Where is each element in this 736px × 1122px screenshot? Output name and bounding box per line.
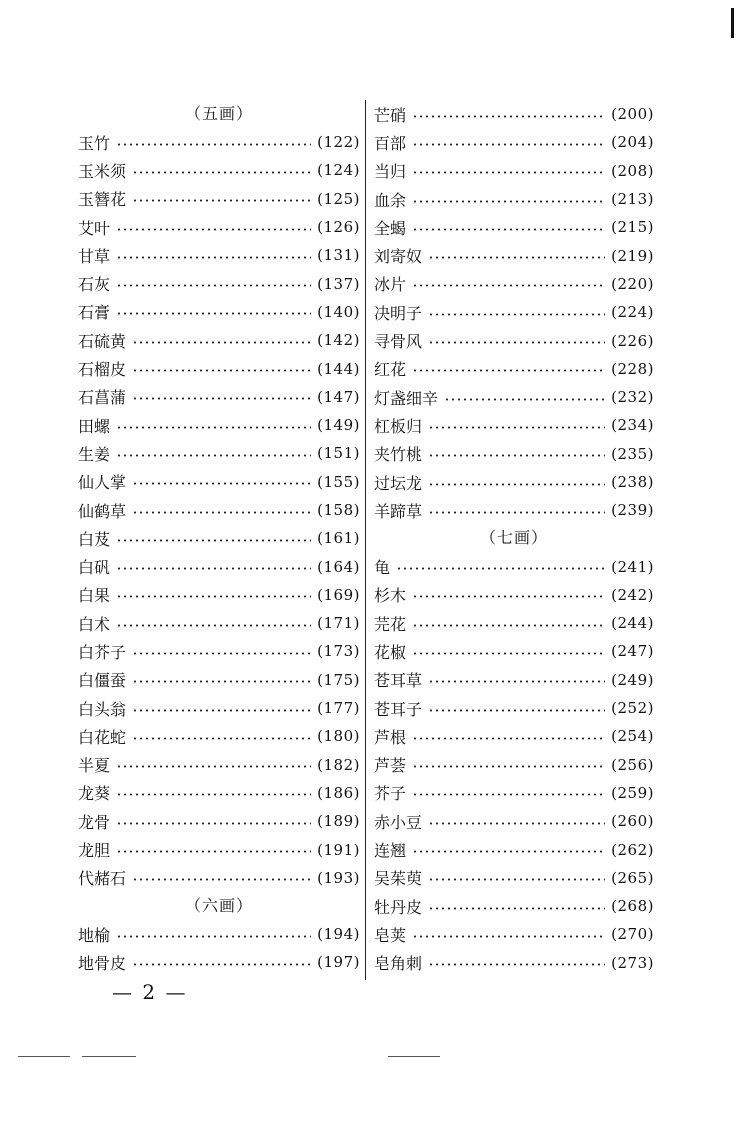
entry-page-number: (273): [611, 953, 654, 972]
entry-page-number: (182): [317, 755, 360, 774]
toc-entry: [374, 864, 654, 892]
entry-name: 芦根: [374, 727, 407, 747]
toc-entry: [374, 100, 654, 128]
dot-leader: [412, 765, 605, 768]
dot-leader: [116, 822, 311, 825]
dot-leader: [116, 850, 311, 853]
entry-page-number: (171): [317, 614, 360, 633]
entry-page-number: (149): [317, 416, 360, 435]
page-number: — 2 —: [112, 980, 188, 1004]
toc-entry: [78, 156, 360, 184]
entry-name: 杠板归: [374, 416, 423, 436]
entry-name: 生姜: [78, 444, 111, 464]
toc-entry: [374, 326, 654, 354]
section-heading: （六画）: [184, 896, 253, 916]
entry-page-number: (219): [611, 246, 654, 265]
scan-artifact-line: [388, 1056, 440, 1057]
entry-name: 龟: [374, 558, 391, 578]
toc-entry: [374, 892, 654, 920]
toc-entry: [78, 213, 360, 241]
section-heading: （七画）: [479, 528, 548, 548]
toc-entry: [78, 637, 360, 665]
entry-page-number: (265): [611, 868, 654, 887]
entry-page-number: (122): [317, 133, 360, 152]
entry-page-number: (180): [317, 727, 360, 746]
toc-entry: [78, 864, 360, 892]
dot-leader: [412, 595, 605, 598]
toc-entry: [374, 722, 654, 750]
toc-entry: [78, 552, 360, 580]
entry-name: 芦荟: [374, 756, 407, 776]
dot-leader: [116, 624, 311, 627]
entry-page-number: (242): [611, 585, 654, 604]
dot-leader: [116, 935, 311, 938]
toc-entry: [374, 637, 654, 665]
entry-name: 夹竹桃: [374, 445, 423, 465]
dot-leader: [132, 341, 311, 344]
entry-page-number: (268): [611, 897, 654, 916]
dot-leader: [412, 737, 605, 740]
entry-name: 刘寄奴: [374, 247, 423, 267]
dot-leader: [412, 200, 605, 203]
dot-leader: [412, 850, 605, 853]
dot-leader: [428, 822, 605, 825]
toc-entry: [78, 269, 360, 297]
entry-page-number: (262): [611, 840, 654, 859]
dot-leader: [412, 171, 605, 174]
toc-entry: [374, 920, 654, 948]
column-divider: [365, 100, 366, 980]
toc-entry: [374, 185, 654, 213]
toc-entry: [374, 468, 654, 496]
entry-page-number: (224): [611, 303, 654, 322]
dot-leader: [412, 624, 605, 627]
dot-leader: [132, 199, 311, 202]
toc-entry: [78, 807, 360, 835]
entry-page-number: (247): [611, 642, 654, 661]
entry-name: 灯盏细辛: [374, 388, 439, 408]
dot-leader: [412, 935, 605, 938]
entry-page-number: (144): [317, 359, 360, 378]
toc-entry: [78, 779, 360, 807]
entry-name: 白芨: [78, 529, 111, 549]
toc-entry: [374, 411, 654, 439]
scan-mark: [731, 8, 734, 38]
dot-leader: [132, 963, 311, 966]
scan-artifact-line: [18, 1056, 70, 1057]
entry-page-number: (125): [317, 189, 360, 208]
dot-leader: [428, 454, 605, 457]
toc-entry: [374, 157, 654, 185]
entry-name: 地骨皮: [78, 953, 127, 973]
toc-entry: [78, 920, 360, 948]
entry-name: 石榴皮: [78, 360, 127, 380]
entry-name: 白矾: [78, 558, 111, 578]
entry-name: 冰片: [374, 275, 407, 295]
entry-page-number: (204): [611, 133, 654, 152]
dot-leader: [132, 652, 311, 655]
entry-page-number: (232): [611, 388, 654, 407]
entry-page-number: (238): [611, 473, 654, 491]
toc-entry: [78, 439, 360, 467]
dot-leader: [412, 652, 605, 655]
entry-page-number: (186): [317, 783, 360, 802]
entry-page-number: (249): [611, 670, 654, 689]
dot-leader: [412, 143, 605, 146]
dot-leader: [132, 397, 311, 400]
entry-name: 寻骨风: [374, 332, 423, 352]
toc-entry: [374, 807, 654, 835]
dot-leader: [132, 369, 311, 372]
dot-leader: [444, 398, 605, 401]
toc-entry: [78, 354, 360, 382]
entry-name: 白头翁: [78, 699, 127, 719]
toc-entry: [78, 722, 360, 750]
toc-entry: [78, 326, 360, 354]
toc-entry: [374, 609, 654, 637]
entry-page-number: (241): [611, 557, 654, 576]
dot-leader: [412, 228, 605, 231]
toc-entry: [78, 666, 360, 694]
entry-name: 半夏: [78, 756, 111, 776]
entry-page-number: (194): [317, 925, 360, 944]
dot-leader: [428, 907, 605, 910]
entry-page-number: (256): [611, 755, 654, 774]
entry-name: 皂角刺: [374, 954, 423, 974]
toc-entry: [374, 835, 654, 863]
entry-name: 血余: [374, 190, 407, 210]
entry-name: 牡丹皮: [374, 897, 423, 917]
toc-entry: [374, 355, 654, 383]
entry-name: 仙鹤草: [78, 501, 127, 521]
entry-page-number: (155): [317, 472, 360, 491]
entry-name: 玉米须: [78, 161, 127, 181]
toc-entry: [78, 694, 360, 722]
toc-entry: [374, 751, 654, 779]
dot-leader: [132, 680, 311, 683]
entry-name: 白芥子: [78, 642, 127, 662]
entry-page-number: (169): [317, 585, 360, 604]
entry-page-number: (173): [317, 642, 360, 661]
entry-page-number: (142): [317, 331, 360, 350]
entry-name: 艾叶: [78, 218, 111, 238]
entry-name: 石菖蒲: [78, 388, 127, 408]
toc-entry: [78, 468, 360, 496]
dot-leader: [116, 426, 311, 429]
entry-page-number: (151): [317, 444, 360, 463]
dot-leader: [428, 680, 605, 683]
toc-entry: [374, 496, 654, 524]
entry-page-number: (244): [611, 614, 654, 633]
entry-name: 石膏: [78, 303, 111, 323]
scan-artifact-line: [82, 1056, 136, 1057]
dot-leader: [428, 313, 605, 316]
toc-entry: [78, 298, 360, 326]
entry-name: 连翘: [374, 841, 407, 861]
toc-entry: [78, 835, 360, 863]
entry-name: 玉竹: [78, 133, 111, 153]
entry-page-number: (252): [611, 699, 654, 718]
dot-leader: [132, 511, 311, 514]
entry-page-number: (197): [317, 953, 360, 972]
dot-leader: [116, 312, 311, 315]
entry-page-number: (234): [611, 416, 654, 435]
dot-leader: [428, 709, 605, 712]
toc-entry: [374, 213, 654, 241]
dot-leader: [132, 171, 311, 174]
dot-leader: [132, 709, 311, 712]
entry-name: 红花: [374, 360, 407, 380]
dot-leader: [116, 793, 311, 796]
entry-name: 石灰: [78, 275, 111, 295]
dot-leader: [116, 454, 311, 457]
toc-entry: [374, 779, 654, 807]
dot-leader: [428, 256, 605, 259]
entry-name: 芥子: [374, 784, 407, 804]
entry-page-number: (260): [611, 812, 654, 831]
entry-name: 龙胆: [78, 841, 111, 861]
entry-name: 甘草: [78, 246, 111, 266]
toc-entry: [78, 524, 360, 552]
toc-entry: [374, 298, 654, 326]
dot-leader: [428, 483, 605, 486]
entry-page-number: (189): [317, 812, 360, 831]
dot-leader: [396, 567, 605, 570]
entry-name: 白僵蚕: [78, 671, 127, 691]
entry-name: 皂荚: [374, 925, 407, 945]
toc-entry: [374, 949, 654, 977]
toc-entry: [374, 128, 654, 156]
dot-leader: [116, 567, 311, 570]
entry-page-number: (191): [317, 840, 360, 859]
entry-page-number: (175): [317, 670, 360, 689]
dot-leader: [116, 143, 311, 146]
entry-page-number: (239): [611, 501, 654, 520]
entry-name: 赤小豆: [374, 812, 423, 832]
dot-leader: [116, 765, 311, 768]
entry-name: 地榆: [78, 925, 111, 945]
entry-page-number: (220): [611, 274, 654, 293]
toc-entry: [78, 581, 360, 609]
entry-page-number: (137): [317, 274, 360, 293]
entry-page-number: (147): [317, 387, 360, 406]
toc-entry: [374, 241, 654, 269]
entry-page-number: (208): [611, 161, 654, 180]
entry-name: 杉木: [374, 586, 407, 606]
dot-leader: [116, 539, 311, 542]
dot-leader: [412, 115, 605, 118]
entry-name: 田螺: [78, 416, 111, 436]
dot-leader: [428, 963, 605, 966]
entry-page-number: (161): [317, 529, 360, 548]
entry-page-number: (226): [611, 331, 654, 350]
dot-leader: [116, 284, 311, 287]
dot-leader: [428, 426, 605, 429]
entry-page-number: (131): [317, 246, 360, 265]
entry-page-number: (158): [317, 501, 360, 519]
toc-entry: [374, 440, 654, 468]
entry-name: 白术: [78, 614, 111, 634]
entry-name: 石硫黄: [78, 331, 127, 351]
dot-leader: [428, 341, 605, 344]
entry-name: 龙葵: [78, 784, 111, 804]
entry-name: 仙人掌: [78, 473, 127, 493]
entry-name: 苍耳草: [374, 671, 423, 691]
entry-page-number: (126): [317, 218, 360, 237]
entry-name: 龙骨: [78, 812, 111, 832]
entry-page-number: (164): [317, 557, 360, 576]
entry-name: 芒硝: [374, 105, 407, 125]
section-heading: （五画）: [184, 104, 253, 123]
toc-entry: [78, 948, 360, 976]
toc-entry: [78, 411, 360, 439]
entry-page-number: (254): [611, 727, 654, 746]
entry-page-number: (124): [317, 161, 360, 180]
entry-name: 决明子: [374, 303, 423, 323]
toc-entry: [78, 496, 360, 524]
dot-leader: [116, 256, 311, 259]
entry-name: 过坛龙: [374, 473, 423, 493]
toc-entry: [374, 552, 654, 580]
toc-left-column: [78, 100, 360, 977]
entry-name: 羊蹄草: [374, 501, 423, 521]
dot-leader: [116, 595, 311, 598]
entry-name: 吴茱萸: [374, 869, 423, 889]
entry-page-number: (235): [611, 444, 654, 463]
toc-entry: [78, 128, 360, 156]
entry-name: 苍耳子: [374, 699, 423, 719]
entry-name: 玉簪花: [78, 190, 127, 210]
toc-right-column: [374, 100, 654, 977]
entry-page-number: (193): [317, 868, 360, 887]
toc-entry: [374, 666, 654, 694]
toc-entry: [374, 383, 654, 411]
entry-page-number: (140): [317, 302, 360, 321]
dot-leader: [132, 482, 311, 485]
entry-name: 百部: [374, 133, 407, 153]
dot-leader: [132, 737, 311, 740]
toc-entry: [374, 270, 654, 298]
dot-leader: [412, 284, 605, 287]
dot-leader: [428, 511, 605, 514]
toc-entry: [78, 241, 360, 269]
entry-page-number: (270): [611, 925, 654, 944]
entry-name: 花椒: [374, 642, 407, 662]
entry-name: 全蝎: [374, 218, 407, 238]
dot-leader: [132, 878, 311, 881]
entry-page-number: (213): [611, 190, 654, 209]
dot-leader: [412, 369, 605, 372]
dot-leader: [412, 793, 605, 796]
entry-name: 白花蛇: [78, 727, 127, 747]
toc-entry: [78, 383, 360, 411]
entry-page-number: (259): [611, 783, 654, 802]
toc-entry: [374, 694, 654, 722]
toc-entry: [78, 185, 360, 213]
dot-leader: [116, 228, 311, 231]
dot-leader: [428, 878, 605, 881]
entry-page-number: (177): [317, 699, 360, 718]
toc-entry: [78, 609, 360, 637]
toc-entry: [374, 581, 654, 609]
entry-page-number: (200): [611, 105, 654, 124]
entry-name: 芫花: [374, 614, 407, 634]
entry-name: 当归: [374, 162, 407, 182]
toc-entry: [78, 751, 360, 779]
entry-page-number: (228): [611, 359, 654, 378]
entry-name: 代赭石: [78, 869, 127, 889]
entry-name: 白果: [78, 586, 111, 606]
entry-page-number: (215): [611, 218, 654, 237]
